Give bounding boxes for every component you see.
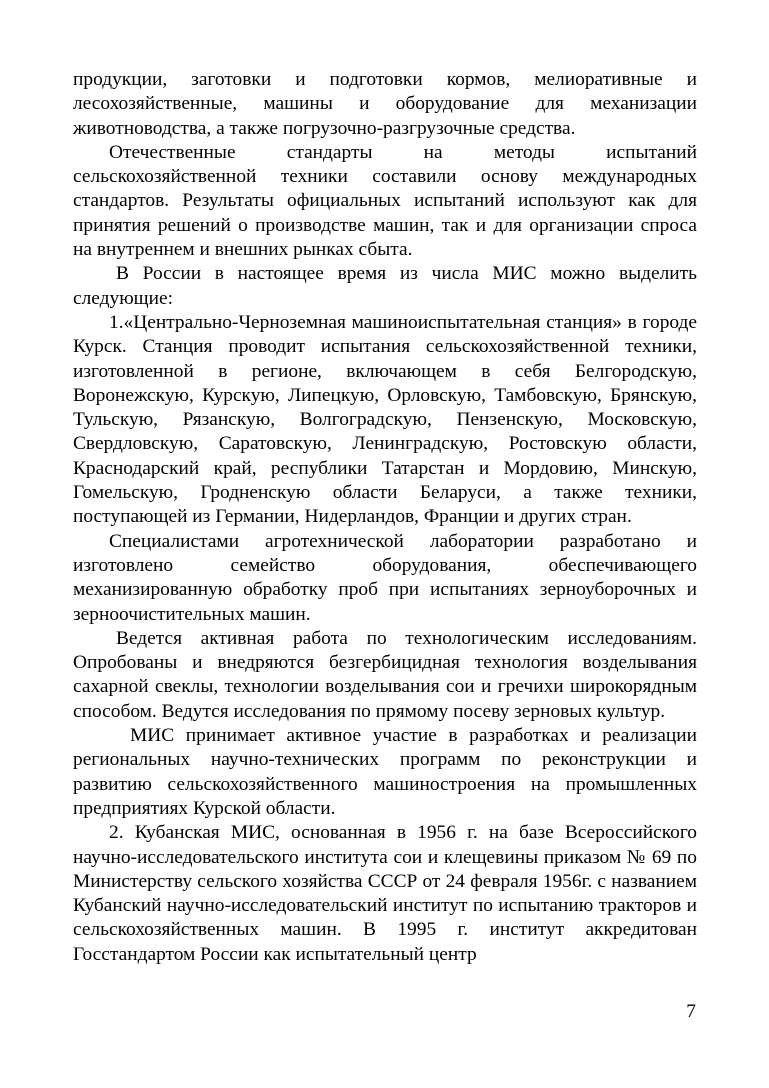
paragraph-kuban-mis: 2. Кубанская МИС, основанная в 1956 г. на базе Всероссийского научно-исследовательского института сои и клещевины приказом № 69 по Министерству сельского хозяйства СССР от 24 февраля 1956г. с названием Кубанский научно-исследовательский институт по испытанию тракторов и сельскохозяйственных машин. В 1995 г. институт аккредитован Госстандартом России как испытательный центр — [73, 822, 697, 965]
paragraph-agrotech-lab: Специалистами агротехнической лаборатории разработано и изготовлено семейство оборудования, обеспечивающего механизированную обработку проб при испытаниях зерноуборочных и зерноочистительных машин. — [73, 530, 697, 625]
paragraph-mis-intro: В России в настоящее время из числа МИС можно выделить следующие: — [73, 263, 697, 309]
paragraph-standards: Отечественные стандарты на методы испытаний сельскохозяйственной техники составили основу международных стандартов. Результаты официальных испытаний используют как для принятия решений о производстве машин, так и для организации спроса на внутреннем и внешних рынках сбыта. — [73, 141, 697, 261]
page-number: 7 — [686, 1001, 696, 1022]
paragraph-continuation: продукции, заготовки и подготовки кормов, мелиоративные и лесохозяйственные, машины и оборудование для механизации животноводства, а также погрузочно-разгрузочные средства. — [73, 69, 697, 139]
paragraph-tech-research: Ведется активная работа по технологическим исследованиям. Опробованы и внедряются безгербицидная технология возделывания сахарной свеклы, технологии возделывания сои и гречихи широкорядным способом. Ведутся исследования по прямому посеву зерновых культур. — [73, 627, 697, 722]
paragraph-kursk-station: 1.«Центрально-Черноземная машиноиспытательная станция» в городе Курск. Станция проводит испытания сельскохозяйственной техники, изготовленной в регионе, включающем в себя Белгородскую, Воронежскую, Курскую, Липецкую, Орловскую, Тамбовскую, Брянскую, Тульскую, Рязанскую, Волгоградскую, Пензенскую, Московскую, Свердловскую, Саратовскую, Ленинградскую, Ростовскую области, Краснодарский край, республики Татарстан и Мордовию, Минскую, Гомельскую, Гродненскую области Беларуси, а также техники, поступающей из Германии, Нидерландов, Франции и других стран. — [73, 311, 697, 528]
paragraph-regional-programs: МИС принимает активное участие в разработках и реализации региональных научно-технических программ по реконструкции и развитию сельскохозяйственного машиностроения на промышленных предприятиях Курской области. — [73, 725, 697, 819]
document-page — [73, 68, 697, 967]
